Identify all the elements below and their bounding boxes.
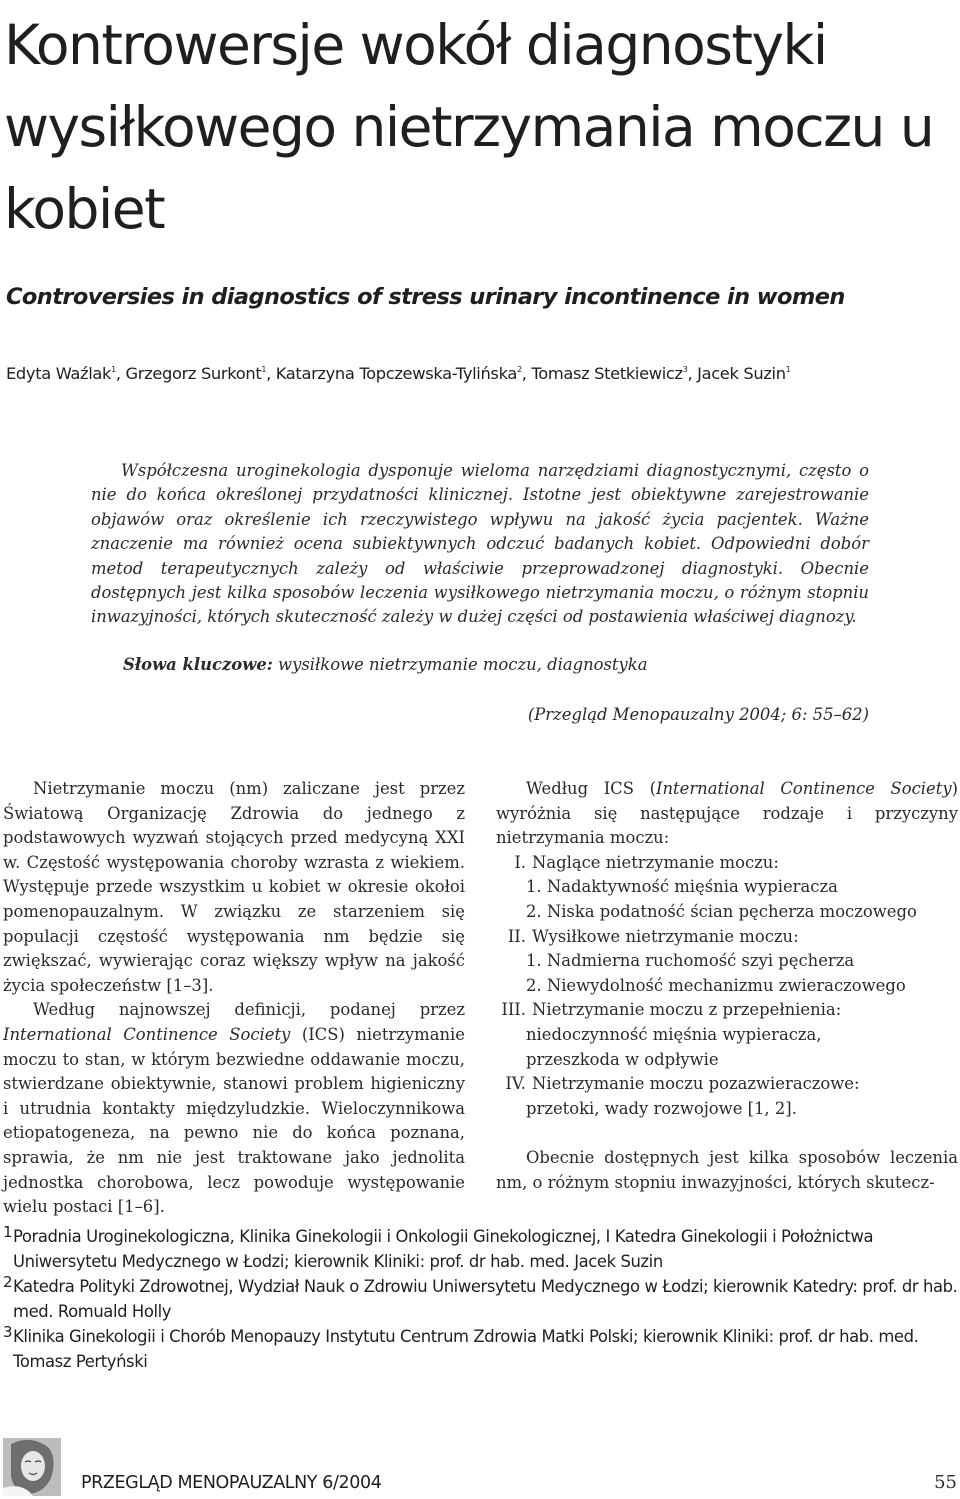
affiliation-item (3, 1324, 958, 1374)
list-label: Naglące nietrzymanie moczu: (532, 852, 779, 872)
author-affiliation-mark: 3 (682, 365, 688, 374)
list-subitem: 2. Niewydolność mechanizmu zwieraczowego (526, 975, 906, 995)
affiliation-item (3, 1224, 958, 1274)
author-name: Tomasz Stetkiewicz (531, 364, 683, 383)
list-label: Nietrzymanie moczu z przepełnienia: (532, 1000, 842, 1020)
body-column-right (496, 777, 958, 1195)
list-item (496, 925, 958, 950)
list-subitem: 1. Nadmierna ruchomość szyi pęcherza (526, 951, 855, 971)
author-affiliation-mark: 1 (111, 365, 116, 374)
citation: (Przegląd Menopauzalny 2004; 6: 55–62) (527, 705, 869, 724)
list-subitem: 2. Niska podatność ścian pęcherza moczowego (526, 901, 917, 921)
list-subitem: niedoczynność mięśnia wypieracza, przeszkoda w odpływie (526, 1024, 822, 1069)
body-text: ) wyróżnia się następujące rodzaje i przyczyny nietrzymania moczu: (496, 779, 958, 848)
body-text: Według najnowszej definicji, podanej przez (33, 1000, 465, 1020)
list-label: Nietrzymanie moczu pozazwieraczowe: (532, 1074, 860, 1094)
list-item (496, 1072, 958, 1097)
body-paragraph: Obecnie dostępnych jest kilka sposobów leczenia nm, o różnym stopniu inwazyjności, których skutecz- (496, 1147, 958, 1192)
keywords-text: wysiłkowe nietrzymanie moczu, diagnostyka (278, 655, 648, 674)
woman-portrait-image (3, 1438, 61, 1496)
affiliations (3, 1224, 958, 1374)
author-name: Jacek Suzin (697, 364, 786, 383)
article-subtitle: Controversies in diagnostics of stress urinary incontinence in women (6, 284, 845, 310)
body-column-left (3, 777, 465, 1220)
body-paragraph: Nietrzymanie moczu (nm) zaliczane jest przez Światową Organizację Zdrowia do jednego z podstawowych wyzwań stojących przed medycyną XXI w. Częstość występowania choroby wzrasta z wiekiem. Występuje przede wszystkim u kobiet w okresie okołoi pomenopauzalnym. W związku ze starzeniem się populacji częstość występowania nm będzie się zwiększać, wywierając coraz większy wpływ na jakość życia społeczeństw [1–3]. (3, 779, 465, 995)
keywords-label: Słowa kluczowe: (123, 655, 273, 674)
body-paragraph (3, 998, 465, 1219)
page-number: 55 (934, 1472, 957, 1493)
author-name: Grzegorz Surkont (125, 364, 262, 383)
author-name: Edyta Waźlak (6, 364, 112, 383)
body-paragraph (496, 777, 958, 851)
author-name: Katarzyna Topczewska-Tylińska (275, 364, 517, 383)
body-text-italic: International Continence Society (656, 779, 952, 798)
journal-footer: PRZEGLĄD MENOPAUZALNY 6/2004 (81, 1473, 382, 1493)
abstract: Współczesna uroginekologia dysponuje wieloma narzędziami diagnostycznymi, często o nie do końca określonej przydatności klinicznej. Istotne jest obiektywne zarejestrowanie objawów oraz określenie ich rzeczywistego wpływu na jakość życia pacjentek. Ważne znaczenie ma również ocena subiektywnych odczuć badanych kobiet. Odpowiedni dobór metod terapeutycznych zależy od właściwie przeprowadzonej diagnostyki. Obecnie dostępnych jest kilka sposobów leczenia wysiłkowego nietrzymania moczu, o różnym stopniu inwazyjności, których skuteczność zależy w dużej części od postawienia właściwej diagnozy. (91, 461, 869, 627)
affiliation-number: 2 (3, 1273, 13, 1291)
affiliation-text: Katedra Polityki Zdrowotnej, Wydział Nauk o Zdrowiu Uniwersytetu Medycznego w Łodzi; kierownik Katedry: prof. dr hab. med. Romuald Holly (13, 1277, 958, 1321)
author-affiliation-mark: 1 (261, 365, 267, 374)
author-list: Edyta Waźlak$^1$, Grzegorz Surkont$^1$, Katarzyna Topczewska-Tylińska$^2$, Tomasz Stetkiewicz$^3$, Jacek Suzin$^1$ (6, 364, 791, 383)
body-text: Według ICS ( (526, 779, 656, 798)
list-number: III. (501, 1000, 526, 1020)
body-text: (ICS) nietrzymanie moczu to stan, w którym bezwiedne oddawanie moczu, stwierdzane obiektywnie, stanowi problem higieniczny i utrudnia kontakty międzyludzkie. Wieloczynnikowa etiopatogeneza, na pewno nie do końca poznana, sprawia, że nm nie jest traktowane jako jednolita jednostka chorobowa, lecz powoduje występowanie wielu postaci [1–6]. (3, 1024, 465, 1217)
list-subitem: przetoki, wady rozwojowe [1, 2]. (526, 1098, 797, 1118)
author-affiliation-mark: 2 (517, 365, 522, 374)
affiliation-item (3, 1274, 958, 1324)
article-title: Kontrowersje wokół diagnostyki wysiłkowego nietrzymania moczu u kobiet (4, 13, 934, 241)
author-affiliation-mark: 1 (785, 365, 791, 374)
list-number: I. (514, 852, 526, 872)
list-subitem: 1. Nadaktywność mięśnia wypieracza (526, 877, 838, 897)
affiliation-number: 1 (3, 1223, 13, 1241)
list-number: IV. (505, 1074, 526, 1094)
affiliation-text: Poradnia Uroginekologiczna, Klinika Ginekologii i Onkologii Ginekologicznej, I Katedra Ginekologii i Położnictwa Uniwersytetu Medycznego w Łodzi; kierownik Kliniki: prof. dr hab. med. Jacek Suzin (13, 1227, 874, 1271)
list-item (496, 998, 958, 1023)
keywords (123, 655, 883, 674)
list-number: II. (507, 926, 526, 946)
list-label: Wysiłkowe nietrzymanie moczu: (532, 926, 799, 946)
affiliation-number: 3 (3, 1323, 13, 1341)
incontinence-type-list (496, 851, 958, 1122)
affiliation-text: Klinika Ginekologii i Chorób Menopauzy Instytutu Centrum Zdrowia Matki Polski; kierownik Kliniki: prof. dr hab. med. Tomasz Pertyński (13, 1327, 919, 1371)
body-text-italic: International Continence Society (3, 1024, 291, 1044)
list-item (496, 851, 958, 876)
